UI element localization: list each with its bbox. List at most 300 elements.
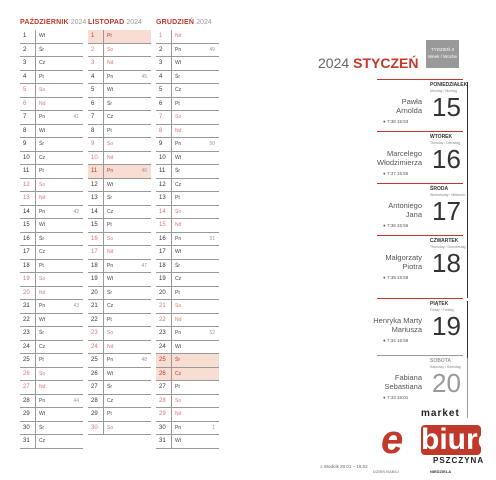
weekday: So bbox=[39, 370, 46, 377]
day-number: 4 bbox=[159, 73, 163, 80]
day-row bbox=[20, 327, 83, 341]
weekday: Pn bbox=[175, 235, 182, 242]
day-number: 15 bbox=[91, 222, 98, 228]
week-box bbox=[426, 40, 459, 68]
day-number: 28 bbox=[23, 397, 30, 404]
day-row bbox=[156, 408, 219, 422]
day-number: 7 bbox=[23, 114, 27, 120]
weekday: Cz bbox=[39, 154, 46, 161]
day-row bbox=[88, 165, 151, 179]
day-number: 23 bbox=[23, 330, 30, 336]
day-row bbox=[20, 138, 83, 152]
day-row bbox=[156, 381, 219, 395]
day-row bbox=[156, 368, 219, 382]
day-row bbox=[20, 57, 83, 71]
name-days bbox=[377, 149, 422, 167]
day-number: 18 bbox=[23, 262, 30, 269]
day-row bbox=[20, 341, 83, 355]
day-row bbox=[88, 260, 151, 274]
weekday: Wt bbox=[175, 438, 182, 444]
weekday: So bbox=[107, 330, 114, 336]
day-row bbox=[156, 165, 219, 179]
week-number: 42 bbox=[73, 208, 79, 215]
day-row bbox=[20, 165, 83, 179]
name-day: Marcelego bbox=[386, 149, 422, 158]
brand-e: e bbox=[381, 418, 403, 462]
day-number: 6 bbox=[159, 100, 163, 107]
day-number: 24 bbox=[91, 343, 98, 350]
weekday: So bbox=[175, 397, 182, 404]
day-number: 11 bbox=[159, 168, 166, 174]
day-number: 15 bbox=[159, 222, 166, 228]
weekday: So bbox=[175, 208, 182, 215]
day-row bbox=[88, 57, 151, 71]
week-label: TYDZIEŃ 3 bbox=[430, 47, 454, 52]
day-number: 2 bbox=[23, 46, 27, 53]
weekday: Wt bbox=[39, 222, 46, 228]
day-row bbox=[88, 422, 151, 436]
day-vline bbox=[467, 301, 468, 361]
day-row bbox=[88, 219, 151, 233]
weekday: So bbox=[175, 303, 182, 309]
day-row bbox=[156, 98, 219, 112]
day-number: 17 bbox=[159, 249, 166, 255]
day-row bbox=[20, 381, 83, 395]
name-days bbox=[384, 373, 422, 391]
month-header bbox=[156, 16, 219, 30]
day-row bbox=[156, 219, 219, 233]
day-name: PONIEDZIAŁEK bbox=[430, 82, 468, 88]
day-number: 17 bbox=[23, 249, 30, 255]
day-number: 14 bbox=[159, 208, 166, 215]
sun-icon: ● bbox=[383, 338, 387, 343]
name-days bbox=[388, 201, 422, 219]
weekday: Nd bbox=[107, 249, 114, 255]
footer-zodiac: ≡ Wodnik 20.01 – 18.02 bbox=[320, 464, 368, 469]
day-number: 3 bbox=[159, 60, 163, 66]
day-number: 28 bbox=[91, 397, 98, 404]
day-row bbox=[156, 152, 219, 166]
day-row bbox=[88, 206, 151, 220]
weekday: Cz bbox=[107, 208, 114, 215]
day-number: 27 bbox=[159, 384, 166, 390]
day-row bbox=[156, 260, 219, 274]
day-row bbox=[20, 206, 83, 220]
day-row bbox=[20, 314, 83, 328]
weekday: Pn bbox=[175, 330, 182, 336]
weekday: Nd bbox=[39, 384, 46, 390]
weekday: Cz bbox=[107, 397, 114, 404]
day-subtitle: Thursday / Donnerstag bbox=[430, 245, 466, 249]
weekday: Cz bbox=[107, 303, 114, 309]
weekday: Śr bbox=[39, 235, 44, 242]
month-year: 2024 bbox=[70, 19, 87, 26]
weekday: Pn bbox=[39, 303, 46, 309]
day-number: 10 bbox=[159, 154, 166, 161]
weekday: Nd bbox=[175, 127, 182, 134]
weekday: Pt bbox=[107, 127, 112, 134]
day-row bbox=[156, 273, 219, 287]
weekday: So bbox=[39, 181, 46, 188]
day-number: 26 bbox=[91, 370, 98, 377]
sun-times: ● 7:35 15:58 bbox=[383, 275, 409, 280]
day-divider bbox=[377, 183, 463, 184]
day-row bbox=[156, 435, 219, 449]
weekday: Wt bbox=[107, 370, 114, 377]
weekday: Śr bbox=[175, 357, 180, 363]
sun-icon: ● bbox=[383, 119, 387, 124]
day-row bbox=[156, 300, 219, 314]
weekday: Śr bbox=[175, 168, 180, 174]
weekday: Pt bbox=[39, 168, 44, 174]
weekday: Nd bbox=[39, 195, 46, 201]
weekday: Nd bbox=[175, 222, 182, 228]
day-row bbox=[88, 341, 151, 355]
weekday: Wt bbox=[175, 60, 182, 66]
weekday: Pn bbox=[107, 73, 114, 80]
day-row bbox=[20, 192, 83, 206]
day-number-large: 20 bbox=[432, 368, 461, 398]
brand-bottom: PSZCZYNA bbox=[433, 456, 485, 465]
day-number: 1 bbox=[23, 33, 27, 39]
week-number: 47 bbox=[141, 262, 147, 269]
day-number: 30 bbox=[159, 424, 166, 431]
day-row bbox=[156, 314, 219, 328]
day-number: 10 bbox=[91, 154, 98, 161]
day-number-large: 15 bbox=[432, 92, 461, 122]
weekday: Cz bbox=[39, 438, 46, 444]
name-day: Pawła bbox=[401, 97, 422, 106]
day-number: 8 bbox=[23, 127, 27, 134]
weekday: So bbox=[107, 141, 114, 147]
month-year: 2024 bbox=[196, 19, 212, 26]
day-row bbox=[20, 368, 83, 382]
name-day: Fabiana bbox=[394, 373, 422, 382]
day-row bbox=[20, 84, 83, 98]
day-number: 27 bbox=[23, 384, 30, 390]
weekday: Pn bbox=[39, 208, 46, 215]
day-number: 25 bbox=[91, 357, 98, 363]
weekday: Nd bbox=[175, 316, 182, 323]
weekday: Pn bbox=[39, 397, 46, 404]
day-row bbox=[88, 233, 151, 247]
day-row bbox=[88, 71, 151, 85]
weekday: Nd bbox=[175, 411, 182, 417]
weekday: Pn bbox=[107, 262, 114, 269]
day-row bbox=[20, 422, 83, 436]
weekday: Nd bbox=[39, 289, 46, 296]
sun-icon: ● bbox=[383, 395, 387, 400]
day-vline bbox=[467, 238, 468, 298]
weekday: Pt bbox=[175, 195, 180, 201]
day-row bbox=[156, 341, 219, 355]
week-number: 46 bbox=[141, 168, 147, 174]
day-row bbox=[88, 44, 151, 58]
day-row bbox=[156, 233, 219, 247]
day-row bbox=[20, 179, 83, 193]
day-number: 18 bbox=[159, 262, 166, 269]
day-row bbox=[20, 152, 83, 166]
day-row bbox=[156, 138, 219, 152]
day-number: 13 bbox=[159, 195, 166, 201]
week-number: 51 bbox=[209, 235, 215, 242]
day-number-large: 19 bbox=[432, 311, 461, 341]
weekday: Wt bbox=[107, 181, 114, 188]
sun-times: ● 7:38 15:53 bbox=[383, 119, 409, 124]
day-number: 19 bbox=[159, 276, 166, 282]
day-number-large: 17 bbox=[432, 196, 461, 226]
weekday: Śr bbox=[107, 195, 112, 201]
day-subtitle: Tuesday / Dienstag bbox=[430, 141, 461, 145]
weekday: Pt bbox=[107, 222, 112, 228]
week-number: 43 bbox=[73, 303, 79, 309]
weekday: Pt bbox=[39, 357, 44, 363]
day-number: 3 bbox=[23, 60, 27, 66]
day-row bbox=[156, 44, 219, 58]
weekday: So bbox=[39, 276, 46, 282]
weekday: Cz bbox=[39, 343, 46, 350]
day-number: 17 bbox=[91, 249, 98, 255]
day-row bbox=[88, 125, 151, 139]
weekday: Nd bbox=[107, 154, 114, 161]
day-name: WTOREK bbox=[430, 134, 453, 140]
weekday: Pn bbox=[107, 357, 114, 363]
day-number: 24 bbox=[23, 343, 30, 350]
day-divider bbox=[377, 298, 463, 299]
day-number: 12 bbox=[159, 181, 166, 188]
day-row bbox=[156, 125, 219, 139]
sun-times: ● 7:33 16:01 bbox=[383, 395, 409, 400]
weekday: Wt bbox=[39, 127, 46, 134]
day-name: ŚRODA bbox=[430, 186, 449, 192]
day-number-large: 18 bbox=[432, 248, 461, 278]
weekday: Pt bbox=[175, 289, 180, 296]
day-number: 6 bbox=[23, 100, 27, 107]
day-number: 6 bbox=[91, 100, 95, 107]
day-row bbox=[20, 125, 83, 139]
day-row bbox=[156, 71, 219, 85]
day-number: 7 bbox=[159, 114, 163, 120]
day-row bbox=[88, 246, 151, 260]
day-row bbox=[88, 273, 151, 287]
weekday: Śr bbox=[39, 330, 44, 336]
day-row bbox=[20, 287, 83, 301]
day-number: 18 bbox=[91, 262, 98, 269]
partial-right: NIEDZIELA bbox=[430, 469, 452, 474]
day-subtitle: Saturday / Samstag bbox=[430, 365, 461, 369]
day-row bbox=[20, 260, 83, 274]
day-number: 21 bbox=[91, 303, 98, 309]
week-number: 45 bbox=[141, 73, 147, 80]
weekday: Wt bbox=[39, 411, 46, 417]
month-column bbox=[156, 16, 219, 449]
week-number: 44 bbox=[73, 397, 79, 404]
weekday: Śr bbox=[39, 424, 44, 431]
day-subtitle: Monday / Montag bbox=[430, 89, 458, 93]
day-row bbox=[156, 327, 219, 341]
day-vline bbox=[467, 134, 468, 194]
day-divider bbox=[377, 79, 463, 80]
day-number: 15 bbox=[23, 222, 30, 228]
weekday: Pn bbox=[175, 46, 182, 53]
weekday: Śr bbox=[39, 141, 44, 147]
weekday: Wt bbox=[39, 316, 46, 323]
weekday: Śr bbox=[107, 289, 112, 296]
day-number: 11 bbox=[23, 168, 30, 174]
day-number: 21 bbox=[23, 303, 30, 309]
weekday: So bbox=[107, 235, 114, 242]
day-vline bbox=[467, 186, 468, 246]
weekday: So bbox=[39, 87, 46, 93]
day-number: 25 bbox=[159, 357, 166, 363]
day-row bbox=[88, 354, 151, 368]
day-row bbox=[156, 206, 219, 220]
weekday: Wt bbox=[107, 87, 114, 93]
day-number: 22 bbox=[159, 316, 166, 323]
day-number: 19 bbox=[91, 276, 98, 282]
day-number: 29 bbox=[159, 411, 166, 417]
day-row bbox=[88, 381, 151, 395]
name-day: Henryka Marty bbox=[373, 316, 422, 325]
day-row bbox=[20, 233, 83, 247]
day-number: 9 bbox=[23, 141, 27, 147]
day-row bbox=[156, 287, 219, 301]
day-row bbox=[20, 246, 83, 260]
day-number: 28 bbox=[159, 397, 166, 404]
day-number: 16 bbox=[159, 235, 166, 242]
day-number: 10 bbox=[23, 154, 30, 161]
day-row bbox=[20, 219, 83, 233]
day-number: 19 bbox=[23, 276, 30, 282]
day-divider bbox=[377, 235, 463, 236]
month-header bbox=[88, 16, 151, 30]
day-row bbox=[20, 71, 83, 85]
day-row bbox=[88, 368, 151, 382]
weekday: Śr bbox=[107, 384, 112, 390]
day-row bbox=[88, 314, 151, 328]
day-row bbox=[20, 98, 83, 112]
day-row bbox=[156, 84, 219, 98]
day-number: 9 bbox=[91, 141, 95, 147]
day-name: PIĄTEK bbox=[430, 301, 449, 307]
day-vline bbox=[467, 358, 468, 418]
day-divider bbox=[377, 131, 463, 132]
weekday: Pn bbox=[39, 114, 46, 120]
day-number: 2 bbox=[91, 46, 95, 53]
day-row bbox=[88, 98, 151, 112]
weekday: Cz bbox=[175, 276, 182, 282]
name-day: Arnolda bbox=[396, 106, 422, 115]
weekday: Wt bbox=[175, 154, 182, 161]
name-day: Mariusza bbox=[391, 325, 422, 334]
day-row bbox=[20, 395, 83, 409]
day-number: 5 bbox=[23, 87, 27, 93]
day-number: 22 bbox=[23, 316, 30, 323]
weekday: Cz bbox=[39, 249, 46, 255]
weekday: Wt bbox=[175, 343, 182, 350]
day-number: 13 bbox=[23, 195, 30, 201]
day-number: 4 bbox=[23, 73, 27, 80]
day-row bbox=[156, 422, 219, 436]
day-row bbox=[88, 30, 151, 44]
day-number: 20 bbox=[23, 289, 30, 296]
weekday: Pn bbox=[175, 141, 182, 147]
day-row bbox=[20, 300, 83, 314]
day-row bbox=[20, 44, 83, 58]
day-row bbox=[156, 57, 219, 71]
month-name: GRUDZIEŃ bbox=[156, 19, 195, 26]
title-month: STYCZEŃ bbox=[353, 55, 419, 71]
sun-icon: ● bbox=[383, 171, 387, 176]
weekday: Pt bbox=[39, 262, 44, 269]
day-row bbox=[156, 246, 219, 260]
week-number: 50 bbox=[209, 141, 215, 147]
weekday: Cz bbox=[175, 370, 182, 377]
weekday: Pt bbox=[107, 316, 112, 323]
day-row bbox=[20, 408, 83, 422]
weekday: Wt bbox=[39, 33, 46, 39]
day-number: 23 bbox=[159, 330, 166, 336]
day-number: 8 bbox=[159, 127, 163, 134]
day-number: 30 bbox=[23, 424, 30, 431]
day-row bbox=[20, 354, 83, 368]
sun-times: ● 7:37 15:55 bbox=[383, 171, 409, 176]
day-number: 27 bbox=[91, 384, 98, 390]
day-number: 20 bbox=[91, 289, 98, 296]
name-day: Jana bbox=[405, 210, 422, 219]
day-number: 30 bbox=[91, 424, 98, 431]
sun-icon: ● bbox=[383, 223, 387, 228]
day-number: 9 bbox=[159, 141, 163, 147]
day-number: 7 bbox=[91, 114, 95, 120]
day-number: 5 bbox=[91, 87, 95, 93]
day-row bbox=[20, 111, 83, 125]
month-year: 2024 bbox=[126, 19, 142, 26]
day-number: 14 bbox=[91, 208, 98, 215]
day-number: 8 bbox=[91, 127, 95, 134]
name-day: Sebastiana bbox=[384, 382, 422, 391]
weekday: Śr bbox=[175, 73, 180, 80]
day-row bbox=[156, 192, 219, 206]
day-row bbox=[88, 327, 151, 341]
weekday: Śr bbox=[107, 100, 112, 107]
day-row bbox=[156, 354, 219, 368]
brand-biuro: biuro bbox=[421, 423, 496, 456]
name-day: Piotra bbox=[402, 262, 422, 271]
day-number: 25 bbox=[23, 357, 30, 363]
weekday: Nd bbox=[107, 343, 114, 350]
day-number-large: 16 bbox=[432, 144, 461, 174]
week-number: 52 bbox=[209, 330, 215, 336]
day-number: 12 bbox=[23, 181, 30, 188]
weekday: Pt bbox=[175, 384, 180, 390]
day-row bbox=[156, 111, 219, 125]
day-number: 14 bbox=[23, 208, 30, 215]
day-number: 16 bbox=[91, 235, 98, 242]
day-row bbox=[20, 273, 83, 287]
name-days bbox=[385, 253, 422, 271]
day-row bbox=[156, 395, 219, 409]
day-row bbox=[88, 192, 151, 206]
weekday: Nd bbox=[39, 100, 46, 107]
day-name: SOBOTA bbox=[430, 358, 452, 364]
weekday: Pt bbox=[175, 100, 180, 107]
sun-times: ● 7:34 15:59 bbox=[383, 338, 409, 343]
day-number: 3 bbox=[91, 60, 95, 66]
title-year: 2024 bbox=[318, 55, 350, 71]
weekday: Pt bbox=[39, 73, 44, 80]
day-row bbox=[156, 179, 219, 193]
